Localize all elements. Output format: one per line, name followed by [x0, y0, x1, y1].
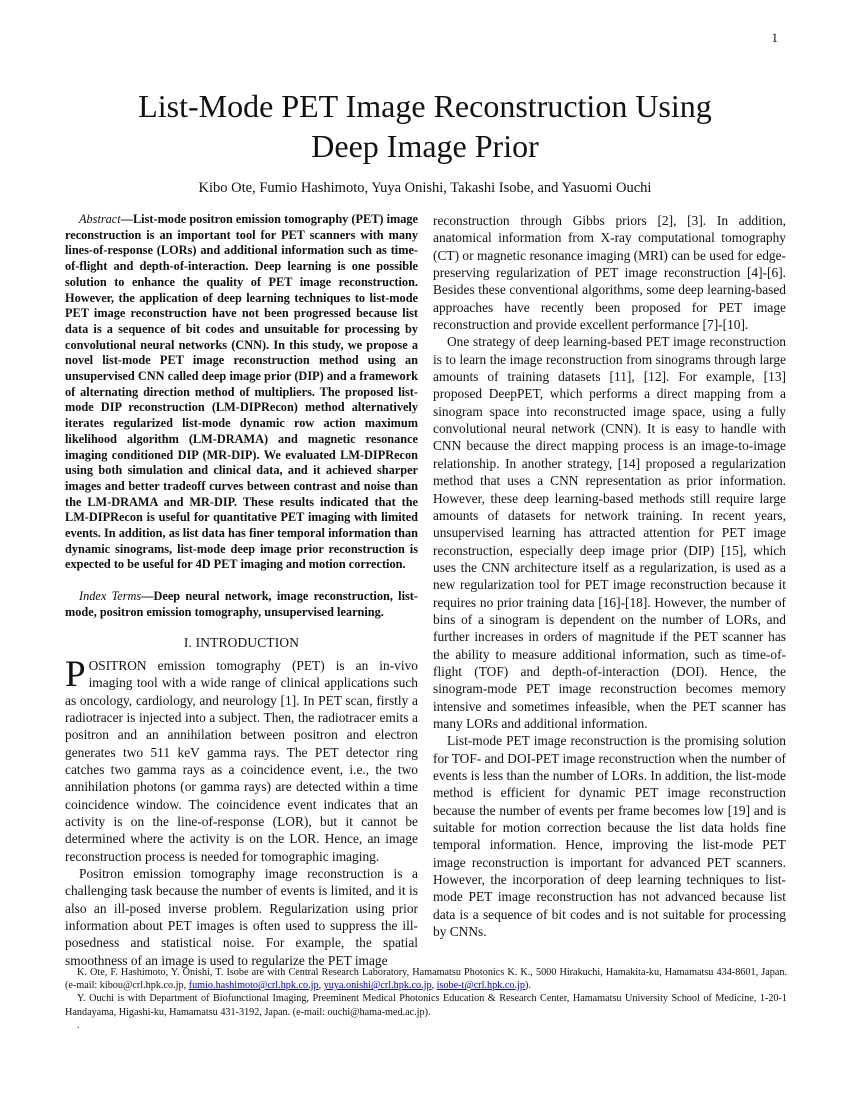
- abstract-label: Abstract: [79, 212, 121, 226]
- footnotes: [65, 966, 787, 1032]
- right-paragraph-3: List-mode PET image reconstruction is the promising solution for TOF- and DOI-PET image reconstruction when the number of events is less than the number of LORs. In addition, the list-mode method is efficient for dynamic PET image reconstruction because the number of events per frame becomes low [19] and is suitable for motion correction because the list data holds fine temporal information. Hence, improving the list-mode PET image reconstruction is important for advanced PET scanners. However, the incorporation of deep learning techniques to list-mode PET image reconstruction has not advanced because list data is a sequence of bit codes and is not suitable for processing by CNNs.: [433, 733, 786, 940]
- footnote-1-text: K. Ote, F. Hashimoto, Y. Onishi, T. Isobe are with Central Research Laboratory, Hamamatsu Photonics K. K., 5000 Hirakuchi, Hamakita-ku, Hamamatsu 434-8601, Japan. (e-mail: kibou@crl.hpk.co.jp,: [65, 967, 787, 992]
- page-number: 1: [771, 30, 778, 45]
- right-paragraph-1: reconstruction through Gibbs priors [2], [3]. In addition, anatomical information from X-ray computational tomography (CT) or magnetic resonance imaging (MRI) can be used for edge-preserving regularization of PET image reconstruction [4]-[6]. Besides these conventional algorithms, some deep learning-based approaches have recently been proposed for PET image reconstruction and provide excellent performance [7]-[10].: [433, 213, 786, 333]
- footnote-trailing-dot: .: [77, 1019, 80, 1031]
- footnote-1-end: ).: [524, 980, 531, 992]
- abstract: [65, 212, 418, 573]
- right-column: [433, 212, 786, 940]
- footnote-1-separator-2: ,: [431, 980, 437, 992]
- index-terms-text: —Deep neural network, image reconstruction, list-mode, positron emission tomography, unsupervised learning.: [65, 589, 418, 619]
- footnote-affiliation-1: [65, 966, 787, 992]
- intro-paragraph-1: [65, 653, 418, 865]
- intro-paragraph-1-text: OSITRON emission tomography (PET) is an in-vivo imaging tool with a wide range of clinical applications such as oncology, cardiology, and neurology [1]. In PET scan, firstly a radiotracer is injected into a subject. Then, the radiotracer emits a positron and an annihilation between positron and electron generates two 511 keV gamma rays. The PET detector ring catches two gamma rays as a coincidence event, i.e., the two annihilation photons (or gamma rays) are detected within a time coincidence window. The coincidence event indicates that an activity is on the line-of-response (LOR), but it cannot be determined where the activity is on the LOR. Hence, an image reconstruction process is needed for tomographic imaging.: [65, 657, 418, 864]
- intro-paragraph-2: Positron emission tomography image reconstruction is a challenging task because the number of events is limited, and it is also an ill-posed inverse problem. Regularization using prior information about PET images is often used to suppress the ill-posedness and statistical noise. For example, the spatial smoothness of an image is used to regularize the PET image: [65, 866, 418, 968]
- email-link-isobe[interactable]: isobe-t@crl.hpk.co.jp: [436, 980, 525, 992]
- section-heading-introduction: I. INTRODUCTION: [183, 634, 300, 650]
- right-paragraph-2: One strategy of deep learning-based PET image reconstruction is to learn the image reconstruction from sinograms through large amounts of training datasets [11], [12]. For example, [13] proposed DeepPET, which performs a direct mapping from a sinogram space into reconstructed image space, using a fully convolutional neural network (CNN). It is easy to handle with CNN because the direct mapping process is an image-to-image relationship. In another strategy, [14] proposed a regularization method that uses a CNN representation as prior information. However, these deep learning-based methods still require large amounts of datasets for network training. In recent years, unsupervised learning has attracted attention for PET image reconstruction, especially deep image prior (DIP) [15], which uses the CNN architecture itself as a regularization, is used as a new regularization tool for PET image reconstruction because it requires no prior training data [16]-[18]. However, the number of bins of a sinogram is dependent on the number of LORs, and further increases in orders of magnitude if the PET scanner has the ability to measure additional information, such as time-of-flight (TOF) and depth-of-interaction (DOI). Hence, the sinogram-mode PET image reconstruction becomes memory intensive and sometimes infeasible, when the PET scanner has many LORs and additional information.: [433, 334, 786, 731]
- drop-cap: P: [65, 653, 86, 695]
- abstract-text: —List-mode positron emission tomography (PET) image reconstruction is an important tool for PET scanners with many lines-of-response (LORs) and additional information such as time-of-flight and depth-of-interaction. Deep learning is one possible solution to enhance the quality of PET image reconstruction. However, the application of deep learning techniques to list-mode PET image reconstruction have not been progressed because list data is a sequence of bit codes and unsuitable for processing by convolutional neural networks (CNN). In this study, we propose a novel list-mode PET image reconstruction method using an unsupervised CNN called deep image prior (DIP) and a framework of alternating direction method of multipliers. The proposed list-mode DIP reconstruction (LM-DIPRecon) method alternatively iterates regularized list-mode dynamic row action maximum likelihood algorithm (LM-DRAMA) and magnetic resonance imaging conditioned DIP (MR-DIP). We evaluated LM-DIPRecon using both simulation and clinical data, and it achieved sharper images and better tradeoff curves between contrast and noise than the LM-DRAMA and MR-DIP. These results indicated that the LM-DIPRecon is useful for quantitative PET imaging with limited events. In addition, as list data has finer temporal information than dynamic sinograms, list-mode deep image prior reconstruction is expected to be useful for 4D PET imaging and motion correction.: [65, 212, 418, 572]
- email-link-onishi[interactable]: yuya.onishi@crl.hpk.co.jp: [323, 980, 432, 992]
- paper-title: [60, 86, 790, 166]
- author-list: Kibo Ote, Fumio Hashimoto, Yuya Onishi, Takashi Isobe, and Yasuomi Ouchi: [198, 180, 652, 196]
- title-line-1: List-Mode PET Image Reconstruction Using: [138, 88, 712, 124]
- email-link-hashimoto[interactable]: fumio.hashimoto@crl.hpk.co.jp: [188, 980, 319, 992]
- footnote-1-separator: ,: [318, 980, 324, 992]
- left-column: [65, 212, 418, 969]
- title-line-2: Deep Image Prior: [311, 128, 539, 164]
- index-terms-label: Index Terms: [79, 589, 142, 604]
- index-terms: [65, 589, 418, 620]
- footnote-affiliation-2: Y. Ouchi is with Department of Biofunctional Imaging, Preeminent Medical Photonics Education & Research Center, Hamamatsu University School of Medicine, 1-20-1 Handayama, Higashi-ku, Hamamatsu 431-3192, Japan. (e-mail: ouchi@hama-med.ac.jp).: [65, 993, 787, 1018]
